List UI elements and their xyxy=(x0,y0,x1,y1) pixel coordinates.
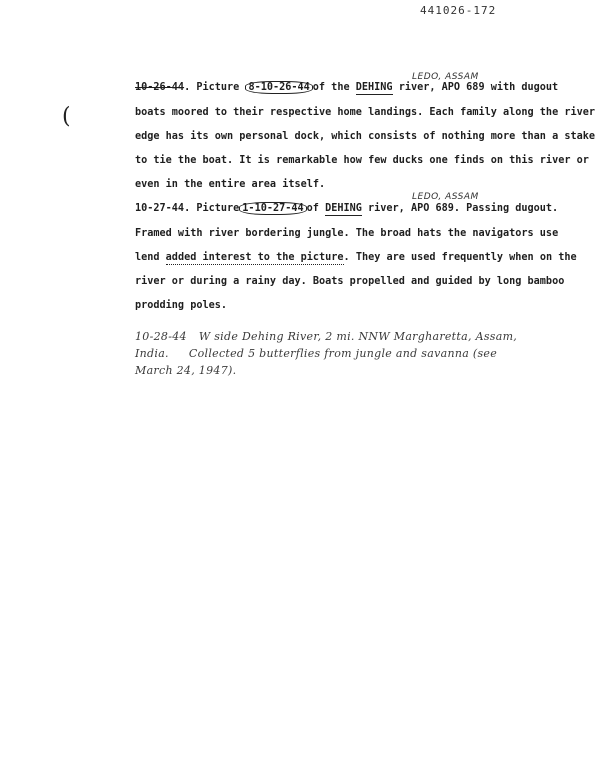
entry2-line2-post: . They are used frequently when on the xyxy=(343,252,577,263)
entry1-river: river, xyxy=(398,82,436,93)
entry2-line2-pre: lend xyxy=(135,252,166,263)
entry1-apo: APO 689 with dugout xyxy=(441,82,559,93)
entry2-picture-id: 1-10-27-44 xyxy=(239,202,306,215)
entry3-line-2 xyxy=(135,347,497,360)
entry1-line-0: 10-26-44. Picture 8-10-26-44 of the DEHING river, APO 689 with dugout xyxy=(135,82,559,93)
entry3-text-2b: Collected 5 butterflies from jungle and savanna (see xyxy=(188,347,498,360)
entry3-line-3: March 24, 1947). xyxy=(135,364,237,377)
entry2-river: river, xyxy=(368,203,405,214)
entry2-place: DEHING xyxy=(325,203,362,214)
entry3-text-2a: India. xyxy=(135,347,169,360)
entry1-line-1: boats moored to their respective home landings. Each family along the river xyxy=(135,107,596,118)
entry1-place: DEHING xyxy=(355,82,393,93)
entry2-picture-word: Picture xyxy=(196,203,240,214)
document-id: 441026-172 xyxy=(420,4,497,17)
entry1-location-note: LEDO, ASSAM xyxy=(412,72,479,82)
entry2-line2-mid: added interest to the picture xyxy=(165,252,344,263)
entry3-date: 10-28-44 xyxy=(135,330,187,343)
entry1-picture-word: Picture xyxy=(196,82,240,93)
entry1-of: of the xyxy=(312,82,350,93)
entry3-line-1 xyxy=(135,330,517,343)
entry2-line-1: Framed with river bordering jungle. The broad hats the navigators use xyxy=(135,228,559,239)
entry1-picture-id: 8-10-26-44 xyxy=(245,81,312,94)
entry2-apo: APO 689. Passing dugout. xyxy=(410,203,559,214)
entry2-line-3: river or during a rainy day. Boats propelled and guided by long bamboo xyxy=(135,276,565,287)
entry2-line-0: 10-27-44. Picture 1-10-27-44 of DEHING river, APO 689. Passing dugout. xyxy=(135,203,559,214)
entry1-line-4: even in the entire area itself. xyxy=(135,179,326,190)
entry2-location-note: LEDO, ASSAM xyxy=(412,192,479,202)
entry1-line-2: edge has its own personal dock, which consists of nothing more than a stake xyxy=(135,131,596,142)
entry2-line-2 xyxy=(135,252,577,263)
entry2-line-4: prodding poles. xyxy=(135,300,228,311)
margin-paren-mark: ( xyxy=(62,104,71,129)
entry3-text-1: W side Dehing River, 2 mi. NNW Margharetta, Assam, xyxy=(198,330,518,343)
entry2-date: 10-27-44 xyxy=(135,203,185,214)
entry1-date: 10-26-44 xyxy=(135,82,185,93)
entry1-line-3: to tie the boat. It is remarkable how few ducks one finds on this river or xyxy=(135,155,589,166)
entry2-of: of xyxy=(306,203,319,214)
